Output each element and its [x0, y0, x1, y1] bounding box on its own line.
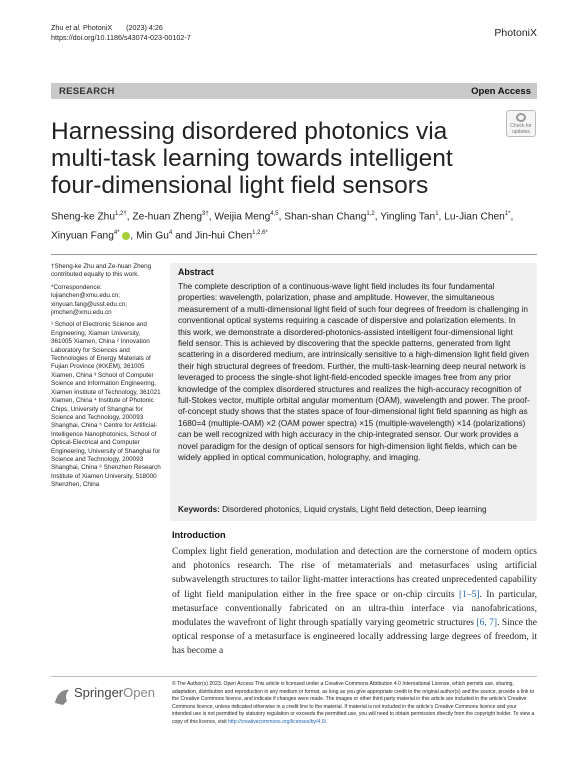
- author-name: Min Gu: [136, 230, 169, 242]
- header-doi[interactable]: https://doi.org/10.1186/s43074-023-00102-7: [51, 33, 191, 42]
- author-separator: ,: [208, 211, 215, 223]
- header-authors: Zhu: [51, 23, 66, 32]
- intro-paragraph: [172, 545, 537, 659]
- section-band: [51, 83, 537, 99]
- author-name: Weijia Meng: [214, 211, 271, 223]
- affiliations: ¹ School of Electronic Science and Engineering, Xiamen University, 361005 Xiamen, China ² Innovation Laboratory for Sciences and Technologies of Energy Materials of Fujian Province (IKKEM), 361005 Xiamen, China ³ School of Computer Science and Information Engineering, Xiamen Institute of Technology, 361021 Xiamen, China ⁴ Institute of Photonic Chips, University of Shanghai for Science and Technology, 200093 Shanghai, China ⁵ Centre for Artificial-Intelligence Nanophotonics, School of Optical-Electrical and Computer Engineering, University of Shanghai for Science and Technology, 200093 Shanghai, China ⁶ Shenzhen Research Institute of Xiamen University, 518000 Shenzhen, China: [51, 321, 161, 489]
- keywords-text: Disordered photonics, Liquid crystals, Light field detection, Deep learning: [219, 505, 487, 514]
- keywords: [178, 505, 530, 514]
- author-separator: ,: [130, 230, 137, 242]
- running-header: [51, 23, 191, 43]
- author-name: Shan-shan Chang: [284, 211, 367, 223]
- equal-contribution-note: †Sheng-ke Zhu and Ze-huan Zheng contributed equally to this work.: [51, 263, 152, 279]
- citation-link[interactable]: [1–5]: [458, 589, 480, 600]
- author-name: Xinyuan Fang: [51, 230, 114, 242]
- author-name: Sheng-ke Zhu: [51, 211, 115, 223]
- correspondence-note: *Correspondence: lujianchen@xmu.edu.cn; xinyuan.fang@usst.edu.cn; jimchen@xmu.edu.cn: [51, 283, 128, 317]
- author-separator: ,: [438, 211, 445, 223]
- author-affil-sup: 1,2,6*: [252, 230, 268, 237]
- journal-name: PhotoniX: [494, 27, 537, 39]
- author-affil-sup: 1*: [504, 211, 511, 217]
- author-affil-sup: 1,2: [366, 211, 375, 217]
- check-for-updates-badge[interactable]: [506, 110, 536, 137]
- sidebar-notes: [51, 263, 161, 494]
- author-affil-sup: 4,5: [270, 211, 279, 217]
- badge-line1: Check for: [510, 123, 532, 129]
- intro-text-1: Complex light field generation, modulation and detection are the cornerstone of modern optics and photonics research. The rise of metamaterials and metasurfaces using artificial subwavelength structures to tailor light-matter interactions has created unprecedented capability of light field manipulation either in the free space or on-chip circuits: [172, 547, 537, 600]
- footer-divider: [51, 676, 537, 677]
- author-name: Yingling Tan: [380, 211, 436, 223]
- header-etal: et al.: [65, 23, 81, 32]
- author-affil-sup: 1,2†: [115, 211, 127, 217]
- section-label: RESEARCH: [59, 86, 115, 97]
- badge-line2: updates: [512, 129, 530, 135]
- keywords-label: Keywords:: [178, 505, 220, 514]
- license-end: .: [326, 718, 328, 725]
- logo-springer: Springer: [74, 685, 124, 700]
- paper-title: Harnessing disordered photonics via multi-task learning towards intelligent four-dimensional light field sensors: [51, 118, 453, 199]
- abstract-text: The complete description of a continuous-wave light field includes its four fundamental properties: wavelength, polarization, phase and amplitude. However, the simultaneous measurement of a multi-dimensional light field of such four degrees of freedom is challenging in conventional optical systems requiring a cascade of dispersive and polarization elements. In this work, we demonstrate a disordered-photonics-assisted intelligent four-dimensional light field sensor. This is achieved by discovering that the speckle patterns, generated from light scattering in a disordered medium, are intrinsically sensitive to a high-dimension light field given their high structural degrees of freedom. Further, the multi-task-learning deep neural network is leveraged to process the single-shot light-field-encoded speckle images free from any prior knowledge of the complex disordered structures and realizes the high-accuracy recognition of full-Stokes vector, multiple orbital angular momentum (OAM), wavelength and power. The proof-of-concept study shows that the states space of four-dimensional light field spanning as high as 1680=4 (multiple-OAM) ×2 (OAM power spectra) ×15 (multiple-wavelength) ×14 (polarizations) can be well recognized with high accuracy in the chip-integrated sensor. Our work provides a novel paradigm for the design of optical sensors for high-dimension light fields, which can be widely applied in optical communication, holography, and imaging.: [178, 281, 530, 463]
- intro-text-2: . In particular, metasurface conventionally fabricated on an ultra-thin interface via nanofabrications, modulates the wavefront of light through spatially varying geometric structures: [172, 589, 537, 629]
- license-link[interactable]: http://creativecommons.org/licenses/by/4.0/: [228, 718, 327, 725]
- check-updates-icon: [516, 113, 526, 122]
- author-list: [51, 206, 531, 245]
- license-text: [172, 681, 537, 726]
- author-name: Jin-hui Chen: [194, 230, 253, 242]
- author-separator: ,: [374, 211, 381, 223]
- author-separator: ,: [278, 211, 285, 223]
- header-year-vol: (2023) 4:26: [126, 23, 163, 32]
- author-name: Lu-Jian Chen: [444, 211, 505, 223]
- abstract-heading: Abstract: [178, 267, 214, 277]
- springer-open-logo: [74, 685, 155, 700]
- author-name: Ze-huan Zheng: [132, 211, 203, 223]
- license-body: © The Author(s) 2023. Open Access This article is licensed under a Creative Commons Attribution 4.0 International License, which permits use, sharing, adaptation, distribution and reproduction in any medium or format, as long as you give appropriate credit to the original author(s) and the source, provide a link to the Creative Commons licence, and indicate if changes were made. The images or other third party material in this article are included in the article's Creative Commons licence, unless indicated otherwise in a credit line to the material. If material is not included in the article's Creative Commons licence and your intended use is not permitted by statutory regulation or exceeds the permitted use, you will need to obtain permission directly from the copyright holder. To view a copy of this licence, visit: [172, 681, 535, 725]
- header-journal-small: PhotoniX: [80, 23, 113, 32]
- intro-text-3: . Since the optical response of a metasurface is engineered locally addressing large degrees of freedom, it has become a: [172, 618, 538, 657]
- open-access-label: Open Access: [471, 86, 531, 97]
- author-affil-sup: 4: [168, 230, 173, 237]
- author-separator: and: [172, 230, 195, 242]
- intro-heading: Introduction: [172, 530, 226, 540]
- divider: [51, 254, 537, 255]
- citation-link[interactable]: [6, 7]: [476, 618, 498, 629]
- logo-open: Open: [123, 685, 155, 700]
- author-affil-sup: 3†: [202, 211, 209, 217]
- author-affil-sup: 1: [435, 211, 439, 217]
- author-separator: ,: [510, 211, 514, 223]
- author-separator: ,: [126, 211, 133, 223]
- author-affil-sup: 4*: [113, 230, 120, 237]
